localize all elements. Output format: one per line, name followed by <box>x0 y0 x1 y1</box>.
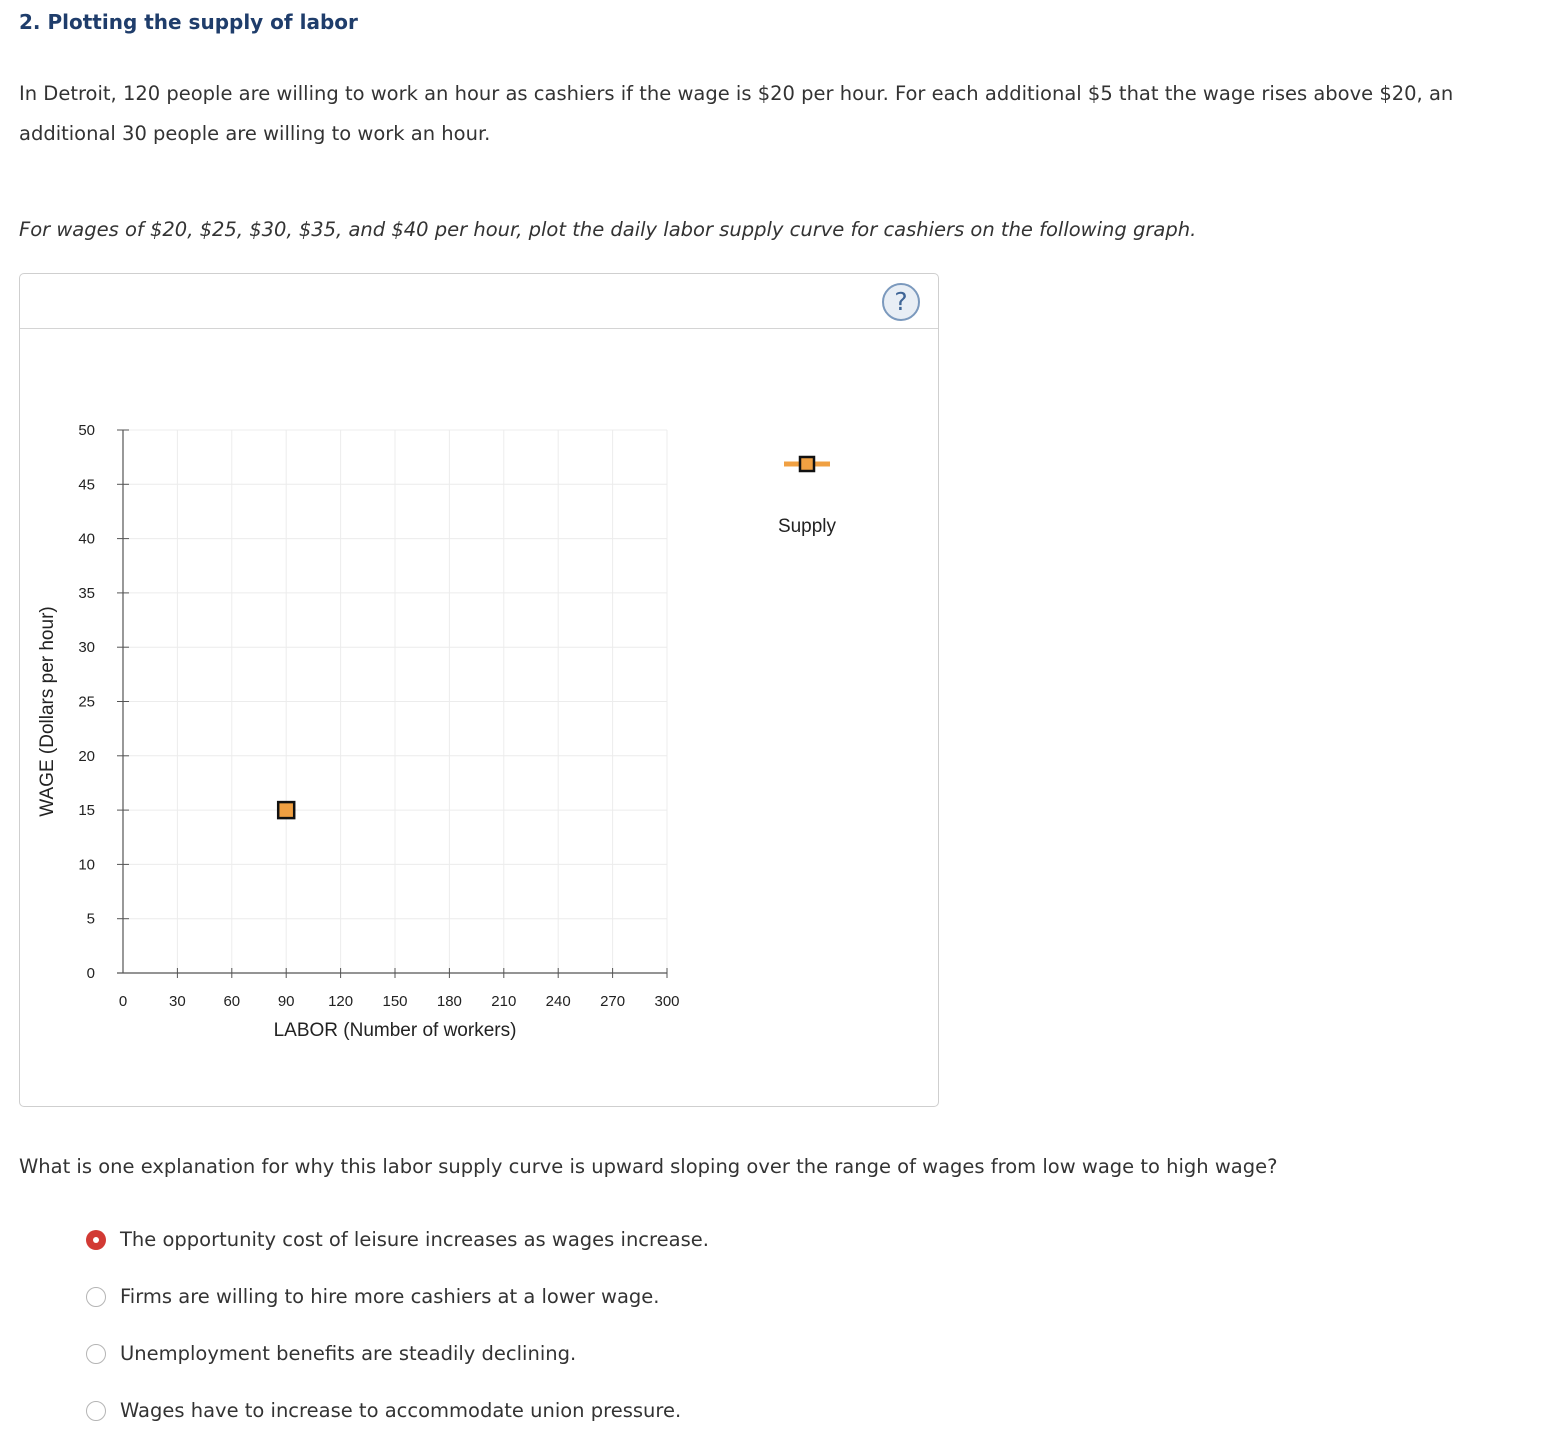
radio-button[interactable] <box>86 1344 106 1364</box>
y-tick-label: 5 <box>86 910 95 928</box>
axes <box>117 430 667 978</box>
answer-option-label: The opportunity cost of leisure increases as wages increase. <box>120 1228 709 1251</box>
y-axis-title: WAGE (Dollars per hour) <box>37 606 58 817</box>
y-tick-label: 50 <box>78 422 95 439</box>
supply-point[interactable] <box>278 802 294 818</box>
intro-text: In Detroit, 120 people are willing to work an hour as cashiers if the wage is $20 per hour. For each additional $5 that the wage rises above $20, an additional 30 people are willing to work an hour. <box>19 82 1454 145</box>
x-tick-label: 300 <box>654 993 680 1010</box>
plotted-points[interactable] <box>278 802 294 818</box>
x-tick-label: 90 <box>277 993 295 1010</box>
answer-option-label: Wages have to increase to accommodate union pressure. <box>120 1399 682 1422</box>
y-tick-label: 20 <box>78 747 95 765</box>
supply-legend-label: Supply <box>777 516 837 537</box>
question-title: 2. Plotting the supply of labor <box>19 10 358 34</box>
x-tick-label: 210 <box>491 993 517 1010</box>
tick-labels <box>78 422 679 1010</box>
labor-supply-graph[interactable] <box>20 274 938 1106</box>
x-tick-label: 30 <box>169 993 186 1010</box>
x-tick-label: 270 <box>600 993 626 1010</box>
answer-option-label: Firms are willing to hire more cashiers at a lower wage. <box>120 1285 660 1308</box>
x-tick-label: 120 <box>328 993 354 1010</box>
y-tick-label: 10 <box>78 856 95 874</box>
radio-button[interactable] <box>86 1287 106 1307</box>
y-tick-label: 35 <box>78 584 95 602</box>
x-tick-label: 180 <box>436 993 462 1010</box>
answer-option[interactable] <box>86 1225 709 1282</box>
y-tick-label: 45 <box>78 476 95 494</box>
legend[interactable] <box>778 457 837 537</box>
x-axis-title: LABOR (Number of workers) <box>273 1020 517 1041</box>
x-tick-label: 240 <box>545 993 571 1010</box>
supply-legend-marker-icon[interactable] <box>800 457 814 471</box>
x-tick-label: 0 <box>118 993 128 1010</box>
graph-panel <box>19 273 939 1107</box>
y-tick-label: 25 <box>78 693 95 711</box>
answer-option-label: Unemployment benefits are steadily declining. <box>120 1342 577 1365</box>
answer-option[interactable] <box>86 1339 709 1396</box>
mc-question: What is one explanation for why this labor supply curve is upward sloping over the range of wages from low wage to high wage? <box>19 1155 1278 1178</box>
answer-options <box>86 1225 709 1453</box>
x-tick-label: 150 <box>382 993 408 1010</box>
y-tick-label: 40 <box>78 530 95 548</box>
instruction-text: For wages of $20, $25, $30, $35, and $40 per hour, plot the daily labor supply curve for cashiers on the following graph. <box>19 218 1197 241</box>
radio-button[interactable] <box>86 1401 106 1421</box>
y-tick-label: 30 <box>78 639 95 657</box>
y-tick-label: 0 <box>86 965 95 982</box>
y-tick-label: 15 <box>78 802 95 820</box>
radio-button[interactable] <box>86 1230 106 1250</box>
answer-option[interactable] <box>86 1282 709 1339</box>
help-icon[interactable]: ? <box>882 283 920 321</box>
x-tick-label: 60 <box>223 993 241 1010</box>
answer-option[interactable] <box>86 1396 709 1453</box>
grid-lines <box>123 430 667 973</box>
